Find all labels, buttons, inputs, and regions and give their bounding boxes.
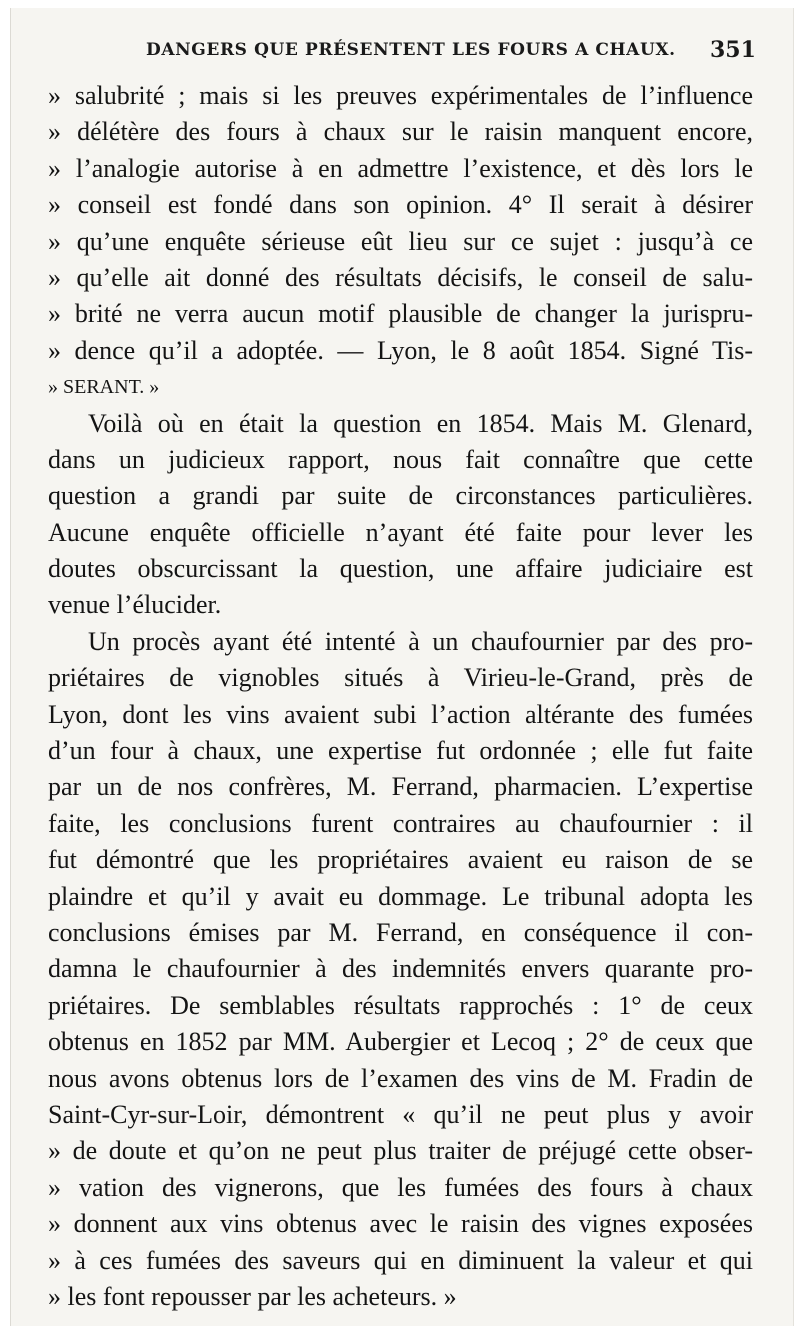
text-line: » qu’une enquête sérieuse eût lieu sur ce sujet : jusqu’à ce	[48, 226, 753, 256]
text-line: par un de nos confrères, M. Ferrand, pharmacien. L’expertise	[48, 772, 753, 802]
text-line: » délétère des fours à chaux sur le raisin manquent encore,	[48, 117, 753, 147]
text-line: Voilà où en était la question en 1854. Mais M. Glenard,	[88, 408, 753, 438]
text-line: venue l’élucider.	[48, 590, 222, 620]
text-line: doutes obscurcissant la question, une affaire judiciaire est	[48, 554, 753, 584]
paragraph-proces	[48, 624, 753, 1315]
text-line: Un procès ayant été intenté à un chaufournier par des pro-	[88, 626, 753, 656]
text-line: » à ces fumées des saveurs qui en diminuent la valeur et qui	[48, 1245, 753, 1275]
text-line: d’un four à chaux, une expertise fut ordonnée ; elle fut faite	[48, 736, 753, 766]
page-number: 351	[710, 37, 756, 63]
text-line: priétaires de vignobles situés à Virieu-le-Grand, près de	[48, 663, 753, 693]
paragraph-quote-continuation	[48, 78, 753, 406]
paragraph-question-1854	[48, 406, 753, 624]
text-line: fut démontré que les propriétaires avaient eu raison de se	[48, 845, 753, 875]
running-title: DANGERS QUE PRÉSENTENT LES FOURS A CHAUX.	[146, 40, 676, 60]
text-line: damna le chaufournier à des indemnités envers quarante pro-	[48, 954, 753, 984]
text-line: obtenus en 1852 par MM. Aubergier et Lecoq ; 2° de ceux que	[48, 1027, 753, 1057]
text-line: » les font repousser par les acheteurs. »	[48, 1281, 457, 1311]
text-line: nous avons obtenus lors de l’examen des vins de M. Fradin de	[48, 1063, 753, 1093]
text-line: question a grandi par suite de circonstances particulières.	[48, 481, 753, 511]
text-line: » donnent aux vins obtenus avec le raisin des vignes exposées	[48, 1209, 753, 1239]
text-line: » dence qu’il a adoptée. — Lyon, le 8 août 1854. Signé Tis-	[48, 335, 753, 365]
text-line: » salubrité ; mais si les preuves expérimentales de l’influence	[48, 81, 753, 110]
text-line: conclusions émises par M. Ferrand, en conséquence il con-	[48, 917, 753, 947]
text-line: » SERANT. »	[48, 376, 160, 399]
text-line: » vation des vignerons, que les fumées des fours à chaux	[48, 1172, 753, 1202]
text-line: » brité ne verra aucun motif plausible de changer la jurispru-	[48, 299, 753, 329]
text-line: Lyon, dont les vins avaient subi l’action altérante des fumées	[48, 699, 753, 729]
text-line: » de doute et qu’on ne peut plus traiter de préjugé cette obser-	[48, 1136, 753, 1166]
text-line: plaindre et qu’il y avait eu dommage. Le tribunal adopta les	[48, 881, 753, 911]
page-header	[0, 0, 800, 75]
text-line: Saint-Cyr-sur-Loir, démontrent « qu’il ne peut plus y avoir	[48, 1099, 753, 1129]
text-line: » conseil est fondé dans son opinion. 4° Il serait à désirer	[48, 190, 753, 220]
text-line: dans un judicieux rapport, nous fait connaître que cette	[48, 444, 753, 474]
body-text	[48, 78, 753, 1315]
text-line: priétaires. De semblables résultats rapprochés : 1° de ceux	[48, 990, 753, 1020]
text-line: Aucune enquête officielle n’ayant été faite pour lever les	[48, 517, 753, 547]
text-line: » l’analogie autorise à en admettre l’existence, et dès lors le	[48, 153, 753, 183]
text-line: » qu’elle ait donné des résultats décisifs, le conseil de salu-	[48, 262, 753, 292]
text-line: faite, les conclusions furent contraires au chaufournier : il	[48, 808, 753, 838]
